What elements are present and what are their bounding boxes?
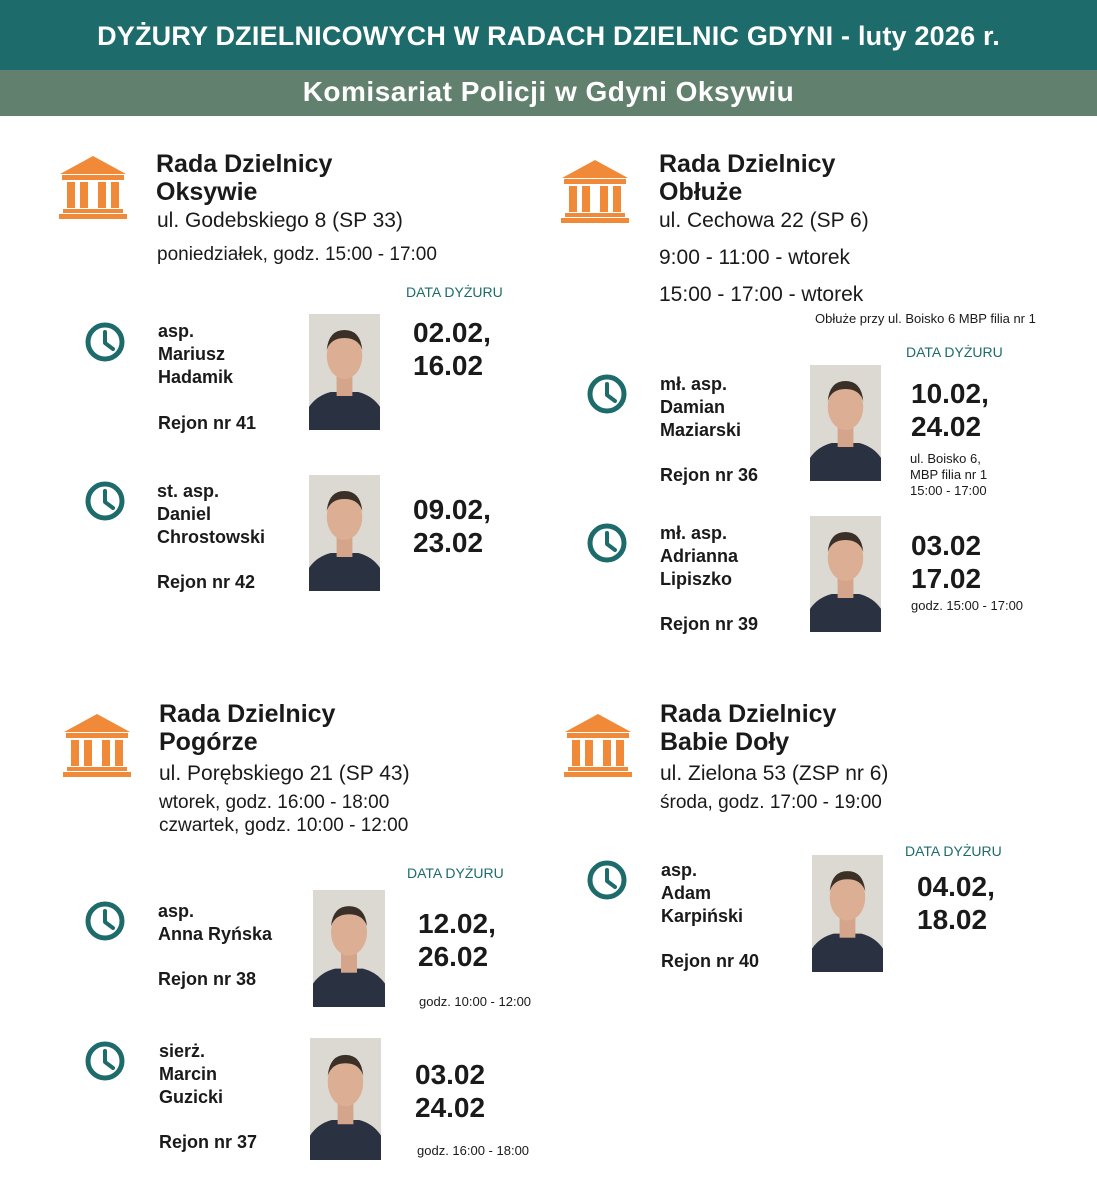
officer-name: asp. Adam Karpiński [661, 860, 744, 926]
building-columns-icon [560, 158, 630, 224]
officer-photo [310, 1038, 381, 1160]
council-hours-babie-doly: środa, godz. 17:00 - 19:00 [660, 792, 882, 813]
duty-hours-note: godz. 16:00 - 18:00 [417, 1143, 530, 1158]
duty-date-label: DATA DYŻURU [406, 284, 503, 300]
council-hours-obluze-2: 15:00 - 17:00 - wtorek [659, 283, 864, 306]
officer-photo [309, 475, 380, 591]
duty-hours-note: godz. 15:00 - 17:00 [911, 598, 1024, 613]
council-hours-pogorze-1: wtorek, godz. 16:00 - 18:00 [159, 792, 390, 813]
officer-photo [313, 890, 385, 1007]
building-columns-icon [62, 712, 132, 778]
officer-name: mł. asp. Adrianna Lipiszko [660, 523, 739, 589]
duty-dates: 12.02, 26.02 [418, 908, 496, 972]
duty-date-label: DATA DYŻURU [905, 843, 1002, 859]
clock-icon [84, 321, 126, 363]
council-address-babie-doly: ul. Zielona 53 (ZSP nr 6) [660, 762, 889, 785]
page-subtitle: Komisariat Policji w Gdyni Oksywiu [0, 70, 1097, 116]
officer-rejon: Rejon nr 40 [661, 951, 760, 971]
duty-dates: 03.02 24.02 [415, 1059, 486, 1123]
officer-name: asp. Anna Ryńska [158, 901, 273, 944]
officer-rejon: Rejon nr 37 [159, 1132, 258, 1152]
duty-dates: 02.02, 16.02 [413, 317, 491, 381]
officer-rejon: Rejon nr 39 [660, 614, 759, 634]
duty-date-label: DATA DYŻURU [906, 344, 1003, 360]
officer-name: asp. Mariusz Hadamik [158, 321, 234, 387]
duty-dates: 04.02, 18.02 [917, 871, 995, 935]
council-title-obluze: Rada Dzielnicy Obłuże [659, 150, 836, 206]
clock-icon [586, 373, 628, 415]
officer-photo [812, 855, 883, 972]
council-address-oksywie: ul. Godebskiego 8 (SP 33) [157, 209, 403, 232]
officer-name: mł. asp. Damian Maziarski [660, 374, 742, 440]
officer-photo [309, 314, 380, 430]
officer-name: st. asp. Daniel Chrostowski [157, 481, 266, 547]
officer-rejon: Rejon nr 36 [660, 465, 759, 485]
officer-photo [810, 516, 881, 632]
council-title-pogorze: Rada Dzielnicy Pogórze [159, 700, 336, 756]
council-address-pogorze: ul. Porębskiego 21 (SP 43) [159, 762, 410, 785]
duty-dates: 03.02 17.02 [911, 530, 982, 594]
officer-photo [810, 365, 881, 481]
officer-name: sierż. Marcin Guzicki [159, 1041, 224, 1107]
page-title: DYŻURY DZIELNICOWYCH W RADACH DZIELNIC GDYNI - luty 2026 r. [0, 0, 1097, 70]
clock-icon [586, 522, 628, 564]
council-hours-obluze-1: 9:00 - 11:00 - wtorek [659, 246, 851, 269]
council-location-note: Obłuże przy ul. Boisko 6 MBP filia nr 1 [815, 311, 1036, 326]
council-hours-oksywie: poniedziałek, godz. 15:00 - 17:00 [157, 244, 437, 265]
council-title-babie-doly: Rada Dzielnicy Babie Doły [660, 700, 837, 756]
clock-icon [84, 900, 126, 942]
duty-hours-note: godz. 10:00 - 12:00 [419, 994, 532, 1009]
duty-location-note: ul. Boisko 6, MBP filia nr 1 15:00 - 17:00 [910, 451, 988, 498]
clock-icon [84, 1040, 126, 1082]
clock-icon [586, 859, 628, 901]
council-title-oksywie: Rada Dzielnicy Oksywie [156, 150, 333, 206]
clock-icon [84, 480, 126, 522]
duty-dates: 10.02, 24.02 [911, 378, 989, 442]
officer-rejon: Rejon nr 42 [157, 572, 256, 592]
officer-rejon: Rejon nr 38 [158, 969, 257, 989]
building-columns-icon [563, 712, 633, 778]
council-hours-pogorze-2: czwartek, godz. 10:00 - 12:00 [159, 815, 409, 836]
officer-rejon: Rejon nr 41 [158, 413, 257, 433]
council-address-obluze: ul. Cechowa 22 (SP 6) [659, 209, 869, 232]
building-columns-icon [58, 154, 128, 220]
duty-dates: 09.02, 23.02 [413, 494, 491, 558]
duty-date-label: DATA DYŻURU [407, 865, 504, 881]
